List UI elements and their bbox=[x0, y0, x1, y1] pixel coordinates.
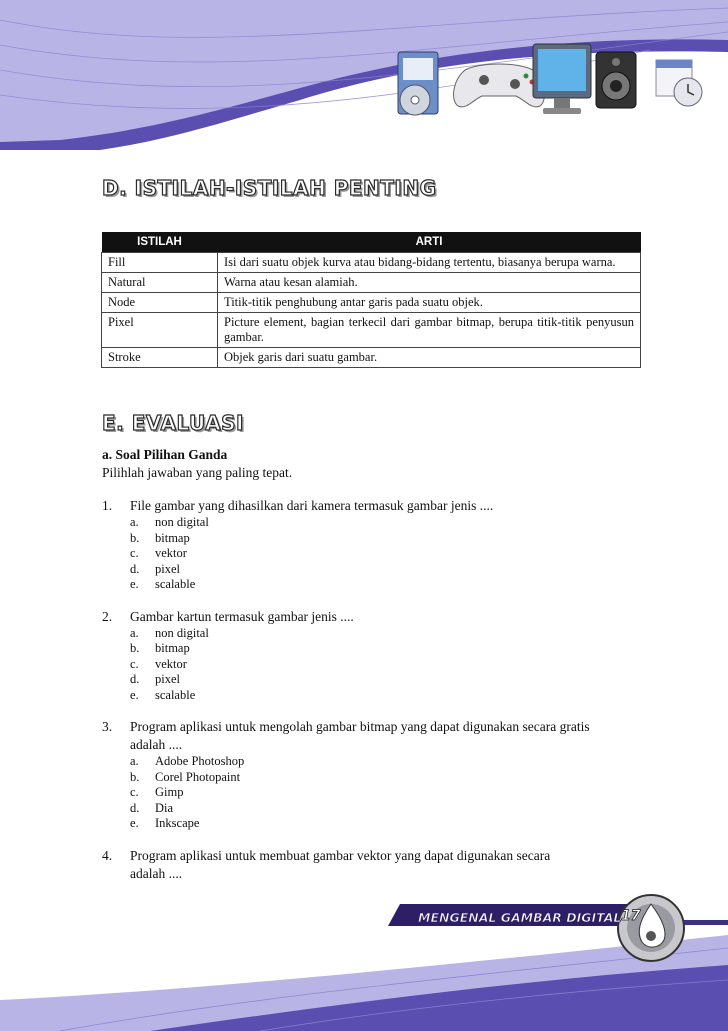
question-text: File gambar yang dihasilkan dari kamera termasuk gambar jenis .... bbox=[130, 498, 494, 513]
section-d-title: D. ISTILAH-ISTILAH PENTING bbox=[102, 176, 437, 200]
option-item bbox=[130, 562, 642, 578]
question-1 bbox=[102, 497, 642, 593]
option-text: Gimp bbox=[155, 785, 184, 799]
definition-cell: Warna atau kesan alamiah. bbox=[218, 272, 641, 292]
option-item bbox=[130, 785, 642, 801]
speaker-icon bbox=[596, 52, 636, 108]
question-3 bbox=[102, 718, 642, 832]
option-text: Corel Photopaint bbox=[155, 769, 241, 784]
option-letter: a. bbox=[130, 515, 139, 529]
table-row bbox=[102, 347, 641, 367]
table-row bbox=[102, 252, 641, 272]
question-text: Program aplikasi untuk mengolah gambar bitmap yang dapat digunakan secara gratis bbox=[130, 719, 590, 734]
definition-cell: Objek garis dari suatu gambar. bbox=[218, 347, 641, 367]
option-text: bitmap bbox=[155, 641, 190, 655]
option-item bbox=[130, 770, 642, 786]
question-2 bbox=[102, 608, 642, 704]
option-item bbox=[130, 641, 642, 657]
question-4 bbox=[102, 847, 642, 883]
subheading: a. Soal Pilihan Ganda bbox=[102, 447, 228, 462]
page-number: 17 bbox=[621, 908, 641, 924]
options-list bbox=[102, 754, 642, 832]
definition-cell: Isi dari suatu objek kurva atau bidang-bidang tertentu, biasanya berupa warna. bbox=[218, 252, 641, 272]
section-e-title: E. EVALUASI bbox=[102, 411, 244, 435]
table-header-row bbox=[102, 232, 641, 252]
terms-table bbox=[101, 232, 641, 368]
option-letter: b. bbox=[130, 530, 140, 545]
option-text: bitmap bbox=[155, 530, 190, 545]
question-text: Gambar kartun termasuk gambar jenis .... bbox=[130, 608, 354, 624]
question-number: 3. bbox=[102, 719, 113, 734]
header-arti: ARTI bbox=[218, 232, 641, 252]
table-row bbox=[102, 272, 641, 292]
definition-cell: Picture element, bagian terkecil dari gambar bitmap, berupa titik-titik penyusun gambar. bbox=[218, 312, 641, 347]
option-item bbox=[130, 801, 642, 817]
option-item bbox=[130, 672, 642, 688]
option-text: scalable bbox=[155, 577, 196, 591]
option-letter: c. bbox=[130, 785, 139, 799]
question-number: 4. bbox=[102, 847, 113, 863]
option-letter: c. bbox=[130, 546, 139, 560]
term-cell: Natural bbox=[102, 272, 218, 292]
software-box-icon bbox=[398, 52, 438, 115]
header-istilah: ISTILAH bbox=[102, 232, 218, 252]
term-cell: Pixel bbox=[102, 312, 218, 347]
options-list bbox=[102, 515, 642, 593]
term-cell: Fill bbox=[102, 252, 218, 272]
option-text: pixel bbox=[155, 561, 180, 576]
question-number: 2. bbox=[102, 608, 113, 624]
option-text: pixel bbox=[155, 672, 180, 686]
option-letter: d. bbox=[130, 672, 140, 686]
option-letter: a. bbox=[130, 625, 139, 640]
option-text: Inkscape bbox=[155, 816, 200, 830]
option-item bbox=[130, 816, 642, 832]
option-letter: b. bbox=[130, 641, 140, 655]
option-letter: e. bbox=[130, 816, 139, 830]
option-text: vektor bbox=[155, 546, 187, 560]
header-decoration bbox=[0, 0, 728, 150]
question-text: Program aplikasi untuk membuat gambar vektor yang dapat digunakan secara bbox=[130, 847, 551, 863]
evaluation-content bbox=[102, 446, 642, 883]
question-text-continued: adalah .... bbox=[130, 737, 183, 752]
instruction: Pilihlah jawaban yang paling tepat. bbox=[102, 465, 293, 480]
definition-cell: Titik-titik penghubung antar garis pada suatu objek. bbox=[218, 292, 641, 312]
option-item bbox=[130, 531, 642, 547]
options-list bbox=[102, 626, 642, 704]
option-letter: d. bbox=[130, 800, 140, 815]
table-row bbox=[102, 292, 641, 312]
option-item bbox=[130, 754, 642, 770]
footer-decoration bbox=[0, 880, 728, 1031]
option-letter: e. bbox=[130, 577, 139, 591]
option-text: vektor bbox=[155, 656, 187, 671]
option-text: non digital bbox=[155, 625, 209, 640]
disc-logo-icon bbox=[618, 895, 684, 961]
question-text-continued: adalah .... bbox=[130, 865, 183, 881]
option-item bbox=[130, 546, 642, 562]
footer-label: MENGENAL GAMBAR DIGITAL bbox=[418, 910, 622, 925]
term-cell: Node bbox=[102, 292, 218, 312]
option-item bbox=[130, 577, 642, 593]
option-item bbox=[130, 688, 642, 704]
option-letter: b. bbox=[130, 769, 140, 784]
question-number: 1. bbox=[102, 498, 113, 513]
option-text: Adobe Photoshop bbox=[155, 754, 245, 768]
option-letter: e. bbox=[130, 687, 139, 702]
option-letter: a. bbox=[130, 754, 139, 768]
option-text: non digital bbox=[155, 515, 209, 529]
option-text: Dia bbox=[155, 800, 174, 815]
option-item bbox=[130, 626, 642, 642]
option-text: scalable bbox=[155, 687, 196, 702]
term-cell: Stroke bbox=[102, 347, 218, 367]
option-letter: c. bbox=[130, 656, 139, 671]
option-item bbox=[130, 515, 642, 531]
option-item bbox=[130, 657, 642, 673]
option-letter: d. bbox=[130, 561, 140, 576]
table-row bbox=[102, 312, 641, 347]
